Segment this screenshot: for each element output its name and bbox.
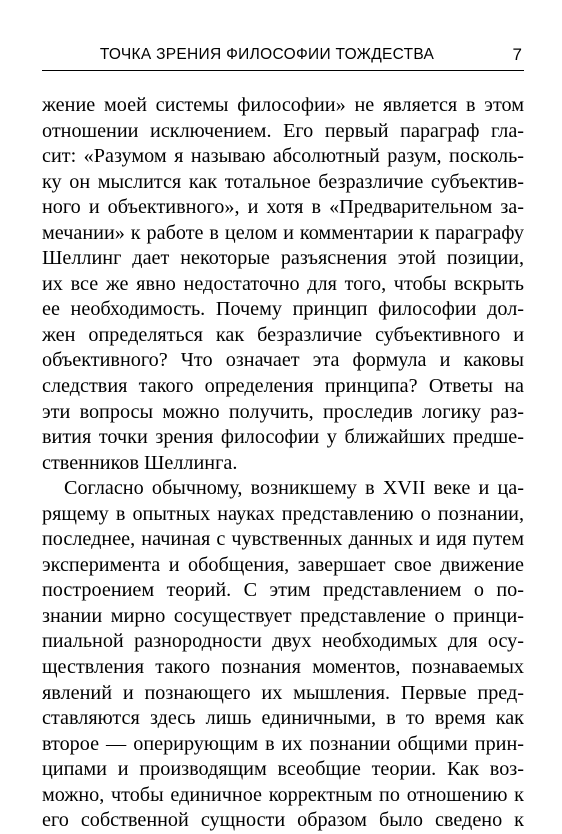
header-rule — [42, 70, 524, 71]
running-title: ТОЧКА ЗРЕНИЯ ФИЛОСОФИИ ТОЖДЕСТВА — [99, 46, 435, 63]
text-line: Согласно обычному, возникшему в XVII веке и ца- — [64, 477, 524, 500]
text-line: жен определяться как безразличие субъективного и — [42, 323, 524, 346]
text-line: жение моей системы философии» не является в этом — [42, 94, 524, 116]
text-line: знании мирно сосуществует представление о принци- — [42, 604, 524, 627]
text-line: можно, чтобы единичное корректным по отношению к — [42, 783, 524, 806]
text-line: явлений и познающего их мышления. Первые пред- — [42, 681, 524, 704]
text-line: ставляются здесь лишь единичными, в то время как — [42, 707, 524, 730]
text-line: сит: «Разумом я называю абсолютный разум, посколь- — [42, 145, 524, 168]
text-line: эти вопросы можно получить, проследив логику раз- — [42, 400, 524, 423]
text-line: ществления такого познания моментов, познаваемых — [42, 656, 524, 679]
running-head — [42, 45, 522, 67]
page-number: 7 — [512, 45, 522, 64]
text-line: пиальной разнородности двух необходимых для осу- — [42, 630, 524, 653]
text-line: эксперимента и обобщения, завершает свое движение — [42, 553, 524, 576]
text-line: построением теорий. С этим представлением о по- — [42, 579, 524, 602]
text-line: объективного? Что означает эта формула и каковы — [42, 349, 524, 372]
text-line: второе — оперирующим в их познании общими прин- — [42, 732, 524, 755]
text-line: ее необходимость. Почему принцип философии дол- — [42, 298, 524, 321]
text-line: вития точки зрения философии у ближайших предше- — [42, 426, 524, 449]
paragraph-2 — [42, 476, 524, 834]
text-line: рящему в опытных науках представлению о познании, — [42, 502, 524, 525]
text-line: ственников Шеллинга. — [42, 451, 238, 474]
text-line: Шеллинг дает некоторые разъяснения этой позиции, — [42, 247, 524, 270]
text-line: следствия такого определения принципа? Ответы на — [42, 375, 524, 398]
text-line: ного и объективного», и хотя в «Предварительном за- — [42, 196, 524, 219]
text-line: ку он мыслится как тотальное безразличие субъектив- — [42, 170, 524, 193]
text-line: их все же явно недостаточно для того, чтобы вскрыть — [42, 272, 524, 295]
text-line: отношении исключением. Его первый параграф гла- — [42, 119, 524, 142]
text-line: ципами и производящим всеобщие теории. Как воз- — [42, 758, 524, 781]
text-line: мечании» к работе в целом и комментарии к параграфу — [42, 221, 524, 244]
body-text — [42, 93, 524, 834]
text-line: последнее, начиная с чувственных данных и идя путем — [42, 528, 524, 551]
text-line: его собственной сущности образом было сведено к — [42, 809, 524, 832]
paragraph-1 — [42, 93, 524, 476]
